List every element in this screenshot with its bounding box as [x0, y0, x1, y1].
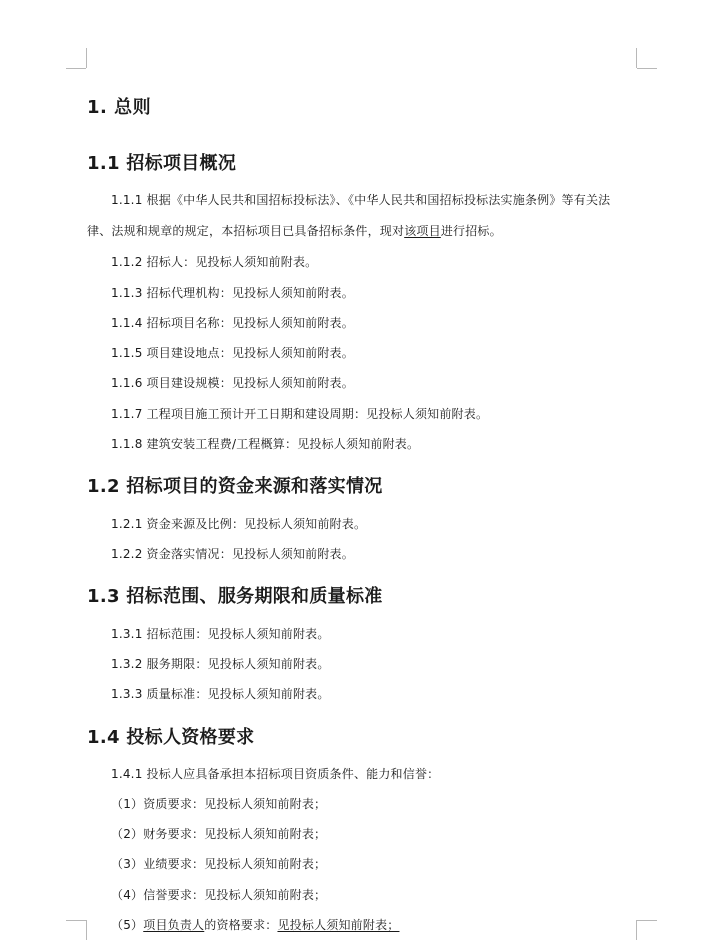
paragraph-1-1-7: 1.1.7 工程项目施工预计开工日期和建设周期：见投标人须知前附表。 — [111, 407, 489, 421]
requirement-item-5 — [111, 916, 399, 933]
crop-mark-bottom-right — [637, 920, 657, 921]
crop-mark-top-right — [636, 48, 637, 68]
requirement-item-1: （1）资质要求：见投标人须知前附表； — [111, 797, 327, 811]
section-heading-1-4: 1.4 投标人资格要求 — [87, 727, 255, 748]
paragraph-1-4-1: 1.4.1 投标人应具备承担本招标项目资质条件、能力和信誉： — [111, 767, 440, 781]
section-heading-1-1: 1.1 招标项目概况 — [87, 153, 237, 174]
requirement-item-3: （3）业绩要求：见投标人须知前附表； — [111, 857, 327, 871]
paragraph-1-1-3: 1.1.3 招标代理机构：见投标人须知前附表。 — [111, 286, 354, 300]
requirement-item-2: （2）财务要求：见投标人须知前附表； — [111, 827, 327, 841]
crop-mark-bottom-left — [66, 920, 86, 921]
paragraph-1-2-1: 1.2.1 资金来源及比例：见投标人须知前附表。 — [111, 517, 367, 531]
paragraph-1-3-3: 1.3.3 质量标准：见投标人须知前附表。 — [111, 687, 330, 701]
paragraph-1-2-2: 1.2.2 资金落实情况：见投标人须知前附表。 — [111, 547, 354, 561]
paragraph-text: （5） — [111, 918, 144, 932]
underlined-text: 项目负责人 — [143, 918, 205, 932]
paragraph-text: 进行招标。 — [440, 224, 502, 238]
crop-mark-bottom-right — [636, 920, 637, 940]
section-heading-1-3: 1.3 招标范围、服务期限和质量标准 — [87, 586, 383, 607]
crop-mark-bottom-left — [86, 920, 87, 940]
paragraph-1-1-2: 1.1.2 招标人：见投标人须知前附表。 — [111, 255, 318, 269]
paragraph-1-3-1: 1.3.1 招标范围：见投标人须知前附表。 — [111, 627, 330, 641]
paragraph-text: 的资格要求： — [204, 918, 278, 932]
requirement-item-4: （4）信誉要求：见投标人须知前附表； — [111, 888, 327, 902]
paragraph-1-1-1-line1: 1.1.1 根据《中华人民共和国招标投标法》、《中华人民共和国招标投标法实施条例》等有关法 — [111, 193, 611, 207]
paragraph-1-1-8: 1.1.8 建筑安装工程费/工程概算：见投标人须知前附表。 — [111, 437, 420, 451]
paragraph-text: 律、法规和规章的规定，本招标项目已具备招标条件，现对 — [87, 224, 405, 238]
crop-mark-top-right — [637, 68, 657, 69]
section-heading-1-2: 1.2 招标项目的资金来源和落实情况 — [87, 476, 383, 497]
paragraph-1-3-2: 1.3.2 服务期限：见投标人须知前附表。 — [111, 657, 330, 671]
paragraph-1-1-1-line2 — [87, 222, 502, 239]
chapter-heading: 1. 总则 — [87, 97, 152, 118]
underlined-text: 该项目 — [404, 224, 441, 238]
paragraph-1-1-6: 1.1.6 项目建设规模：见投标人须知前附表。 — [111, 376, 354, 390]
crop-mark-top-left — [66, 68, 86, 69]
paragraph-1-1-4: 1.1.4 招标项目名称：见投标人须知前附表。 — [111, 316, 354, 330]
underlined-text: 见投标人须知前附表； — [277, 918, 400, 932]
paragraph-1-1-5: 1.1.5 项目建设地点：见投标人须知前附表。 — [111, 346, 354, 360]
crop-mark-top-left — [86, 48, 87, 68]
